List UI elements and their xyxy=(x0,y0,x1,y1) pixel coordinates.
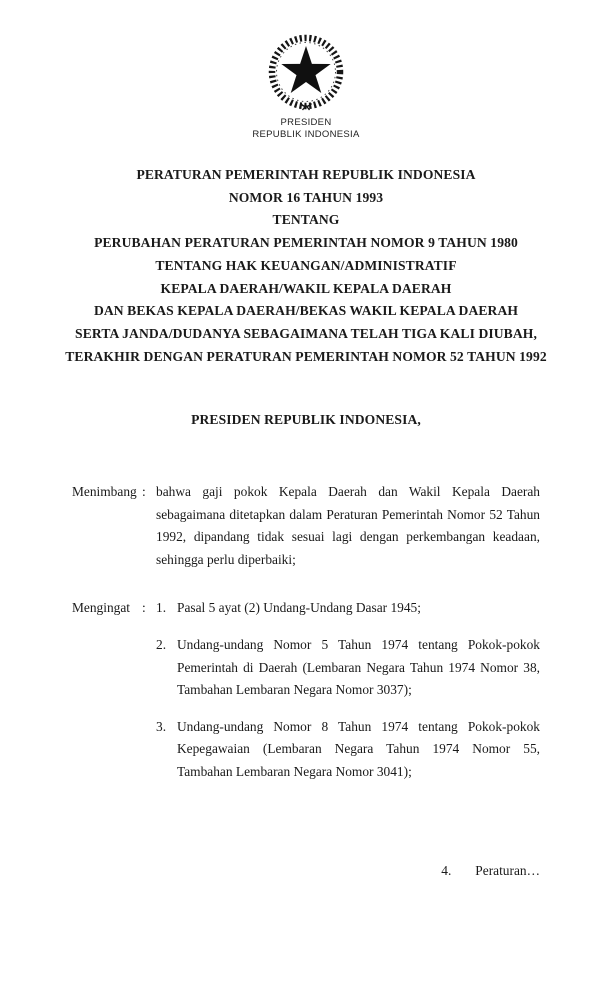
catchword xyxy=(441,863,540,879)
mengingat-section xyxy=(72,597,540,783)
title-line: TENTANG xyxy=(272,212,340,228)
regulation-title xyxy=(36,164,576,368)
legal-basis-item xyxy=(156,634,540,702)
mengingat-separator: : xyxy=(142,600,146,616)
menimbang-label: Menimbang xyxy=(72,484,137,499)
title-line: SERTA JANDA/DUDANYA SEBAGAIMANA TELAH TIGA KALI DIUBAH, xyxy=(75,325,537,341)
catchword-number: 4. xyxy=(441,863,452,878)
title-line: TERAKHIR DENGAN PERATURAN PEMERINTAH NOMOR 52 TAHUN 1992 xyxy=(65,348,547,364)
mengingat-label: Mengingat xyxy=(72,600,131,616)
menimbang-section xyxy=(72,481,540,571)
legal-basis-text: Undang-undang Nomor 8 Tahun 1974 tentang Pokok-pokok Kepegawaian (Lembaran Negara Tahun 1974 Nomor 55, Tambahan Lembaran Negara Nomor 3041); xyxy=(177,718,540,779)
letterhead-line-republik: REPUBLIK INDONESIA xyxy=(252,128,360,140)
legal-basis-item xyxy=(156,597,540,620)
legal-basis-number: 1. xyxy=(156,600,167,616)
document-body xyxy=(72,481,540,784)
letterhead xyxy=(0,34,612,140)
legal-basis-number: 3. xyxy=(156,718,167,734)
legal-basis-text: Undang-undang Nomor 5 Tahun 1974 tentang Pokok-pokok Pemerintah di Daerah (Lembaran Negara Tahun 1974 Nomor 38, Tambahan Lembaran Negara Nomor 3037); xyxy=(177,636,540,698)
title-line: KEPALA DAERAH/WAKIL KEPALA DAERAH xyxy=(160,280,452,296)
letterhead-line-presiden: PRESIDEN xyxy=(280,117,332,128)
opening-formula: PRESIDEN REPUBLIK INDONESIA, xyxy=(191,412,421,427)
title-line: PERUBAHAN PERATURAN PEMERINTAH NOMOR 9 TAHUN 1980 xyxy=(94,235,518,251)
legal-basis-text: Pasal 5 ayat (2) Undang-Undang Dasar 1945; xyxy=(177,600,421,616)
presidential-seal-icon xyxy=(264,34,348,114)
legal-basis-item xyxy=(156,716,540,784)
title-line: NOMOR 16 TAHUN 1993 xyxy=(228,189,384,205)
menimbang-separator: : xyxy=(142,484,146,499)
title-line: PERATURAN PEMERINTAH REPUBLIK INDONESIA xyxy=(136,167,476,182)
mengingat-list xyxy=(156,597,540,783)
title-line: TENTANG HAK KEUANGAN/ADMINISTRATIF xyxy=(155,257,457,273)
legal-basis-number: 2. xyxy=(156,636,167,652)
title-line: DAN BEKAS KEPALA DAERAH/BEKAS WAKIL KEPALA DAERAH xyxy=(93,303,519,319)
menimbang-text: bahwa gaji pokok Kepala Daerah dan Wakil Kepala Daerah sebagaimana ditetapkan dalam Peraturan Pemerintah Nomor 52 Tahun 1992, dipandang tidak sesuai lagi dengan perkembangan keadaan, sehingga perlu diperbaiki; xyxy=(156,484,540,567)
catchword-text: Peraturan… xyxy=(475,863,540,878)
letterhead-text xyxy=(0,117,612,140)
